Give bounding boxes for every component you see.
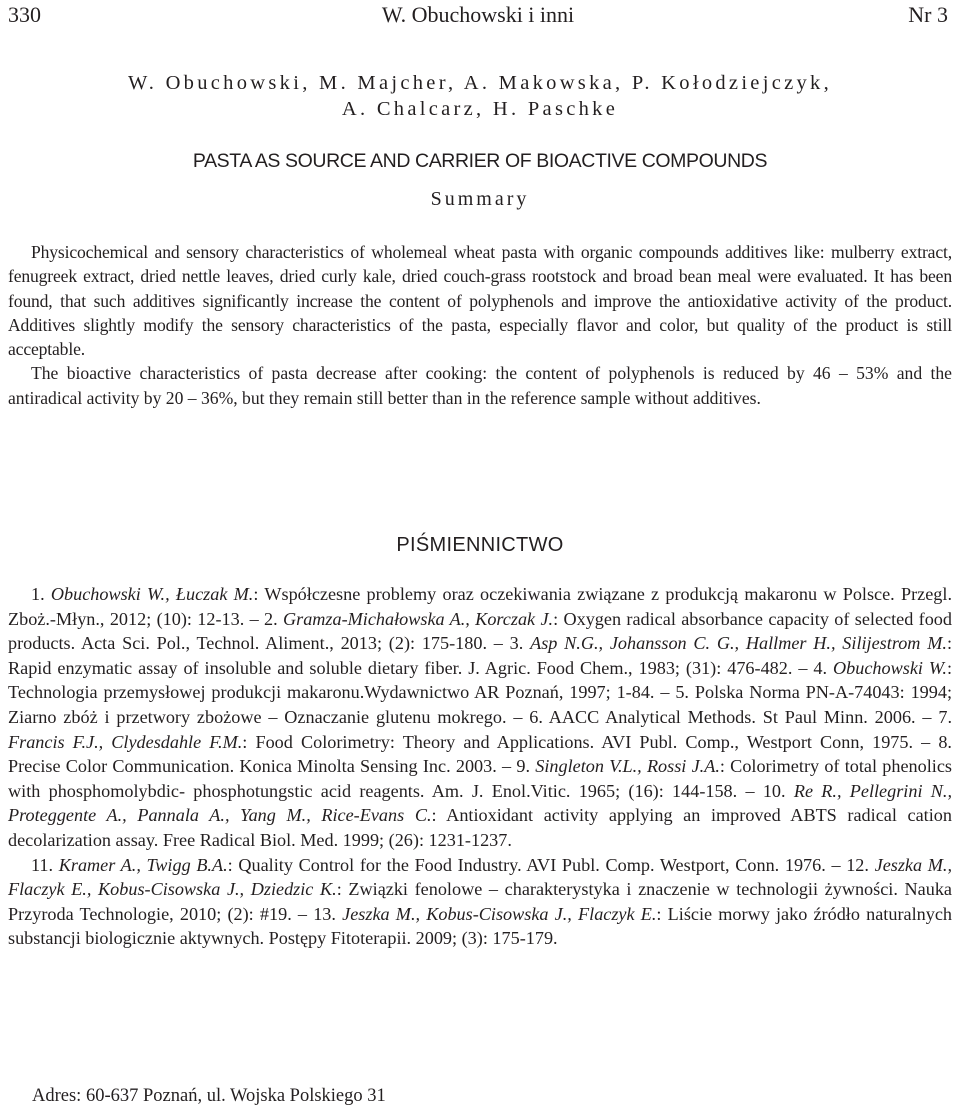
references-heading: PIŚMIENNICTWO xyxy=(396,534,564,556)
reference-text: : Quality Control for the Food Industry. AVI Publ. Comp. Westport, Conn. 1976. – 12. xyxy=(227,854,875,875)
author-address: Adres: 60-637 Poznań, ul. Wojska Polskiego 31 xyxy=(32,1086,386,1106)
summary-text xyxy=(8,240,952,410)
paper-title: PASTA AS SOURCE AND CARRIER OF BIOACTIVE COMPOUNDS xyxy=(192,150,768,172)
reference-authors: Re R., Pellegrini N., Proteggente A., Pannala A., Yang M., Rice-Evans C. xyxy=(8,780,952,826)
running-head xyxy=(8,2,948,32)
reference-authors: Gramza-Michałowska A., Korczak J. xyxy=(282,608,554,629)
page-number: 330 xyxy=(8,2,41,27)
reference-text: : Technologia przemysłowej produkcji makaronu.Wydawnictwo AR Poznań, 1997; 1-84. – 5. Polska Norma PN-A-74043: 1994; Ziarno zbóż i przetwory zbożowe – Oznaczanie glutenu mokrego. – 6. AACC Analytical Methods. St Paul Minn. 2006. – 7. xyxy=(8,657,952,727)
reference-authors: Francis F.J., Clydesdahle F.M. xyxy=(8,731,243,752)
reference-text: : Współczesne problemy oraz oczekiwania związane z produkcją makaronu w Polsce. Przegl. Zboż.-Młyn., 2012; (10): 12-13. – 2. xyxy=(8,584,952,629)
reference-text: : Rapid enzymatic assay of insoluble and soluble dietary fiber. J. Agric. Food Chem., 1983; (31): 476-482. – 4. xyxy=(8,633,952,678)
authors-line-1: W. Obuchowski, M. Majcher, A. Makowska, P. Kołodziejczyk, xyxy=(127,72,833,94)
summary-paragraph-2: The bioactive characteristics of pasta decrease after cooking: the content of polyphenols is reduced by 46 – 53% and the antiradical activity by 20 – 36%, but they remain still better than in the reference sample without additives. xyxy=(8,363,952,408)
reference-text: : Antioxidant activity applying an improved ABTS radical cation decolarization assay. Free Radical Biol. Med. 1999; (26): 1231-1237. xyxy=(8,805,952,850)
reference-authors: Asp N.G., Johansson C. G., Hallmer H., Silijestrom M. xyxy=(530,633,947,654)
reference-text: : Colorimetry of total phenolics with phosphomolybdic- phosphotungstic acid reagents. Am. J. Enol.Vitic. 1965; (16): 144-158. – 10. xyxy=(8,756,952,801)
authors-line-2: A. Chalcarz, H. Paschke xyxy=(341,98,619,120)
references-paragraph-1 xyxy=(8,582,952,853)
reference-text: 11. xyxy=(31,854,59,875)
issue-number: Nr 3 xyxy=(908,2,948,27)
reference-text: 1. xyxy=(31,584,51,604)
reference-authors: Jeszka M., Flaczyk E., Kobus-Cisowska J., Dziedzic K. xyxy=(8,854,953,900)
summary-paragraph-1: Physicochemical and sensory characteristics of wholemeal wheat pasta with organic compounds additives like: mulberry extract, fenugreek extract, dried nettle leaves, dried curly kale, dried couch-grass rootstock and broad bean meal were evaluated. It has been found, that such additives significantly increase the content of polyphenols and improve the antioxidative activity of the product. Additives slightly modify the sensory characteristics of the pasta, especially flavor and color, but quality of the product is still acceptable. xyxy=(8,242,952,360)
summary-heading: Summary xyxy=(430,188,530,210)
reference-text: : Food Colorimetry: Theory and Applications. AVI Publ. Comp., Westport Conn, 1975. – 8. Precise Color Communication. Konica Minolta Sensing Inc. 2003. – 9. xyxy=(8,731,952,777)
reference-authors: Singleton V.L., Rossi J.A. xyxy=(535,756,720,777)
reference-text: : Oxygen radical absorbance capacity of selected food products. Acta Sci. Pol., Technol. Aliment., 2013; (2): 175-180. – 3. xyxy=(8,608,952,654)
reference-authors: Jeszka M., Kobus-Cisowska J., Flaczyk E. xyxy=(342,903,657,924)
reference-text: : Liście morwy jako źródło naturalnych substancji biologicznie aktywnych. Postępy Fitoterapii. 2009; (3): 175-179. xyxy=(8,903,952,949)
reference-text: : Związki fenolowe – charakterystyka i znaczenie w technologii żywności. Nauka Przyroda Technologie, 2010; (2): #19. – 13. xyxy=(8,879,952,924)
references-list xyxy=(8,582,952,951)
reference-authors: Obuchowski W. xyxy=(833,657,947,678)
reference-authors: Obuchowski W., Łuczak M. xyxy=(50,584,254,604)
running-head-title: W. Obuchowski i inni xyxy=(381,2,575,27)
reference-authors: Kramer A., Twigg B.A. xyxy=(58,854,228,875)
references-paragraph-2 xyxy=(8,853,952,951)
author-list xyxy=(30,70,930,122)
